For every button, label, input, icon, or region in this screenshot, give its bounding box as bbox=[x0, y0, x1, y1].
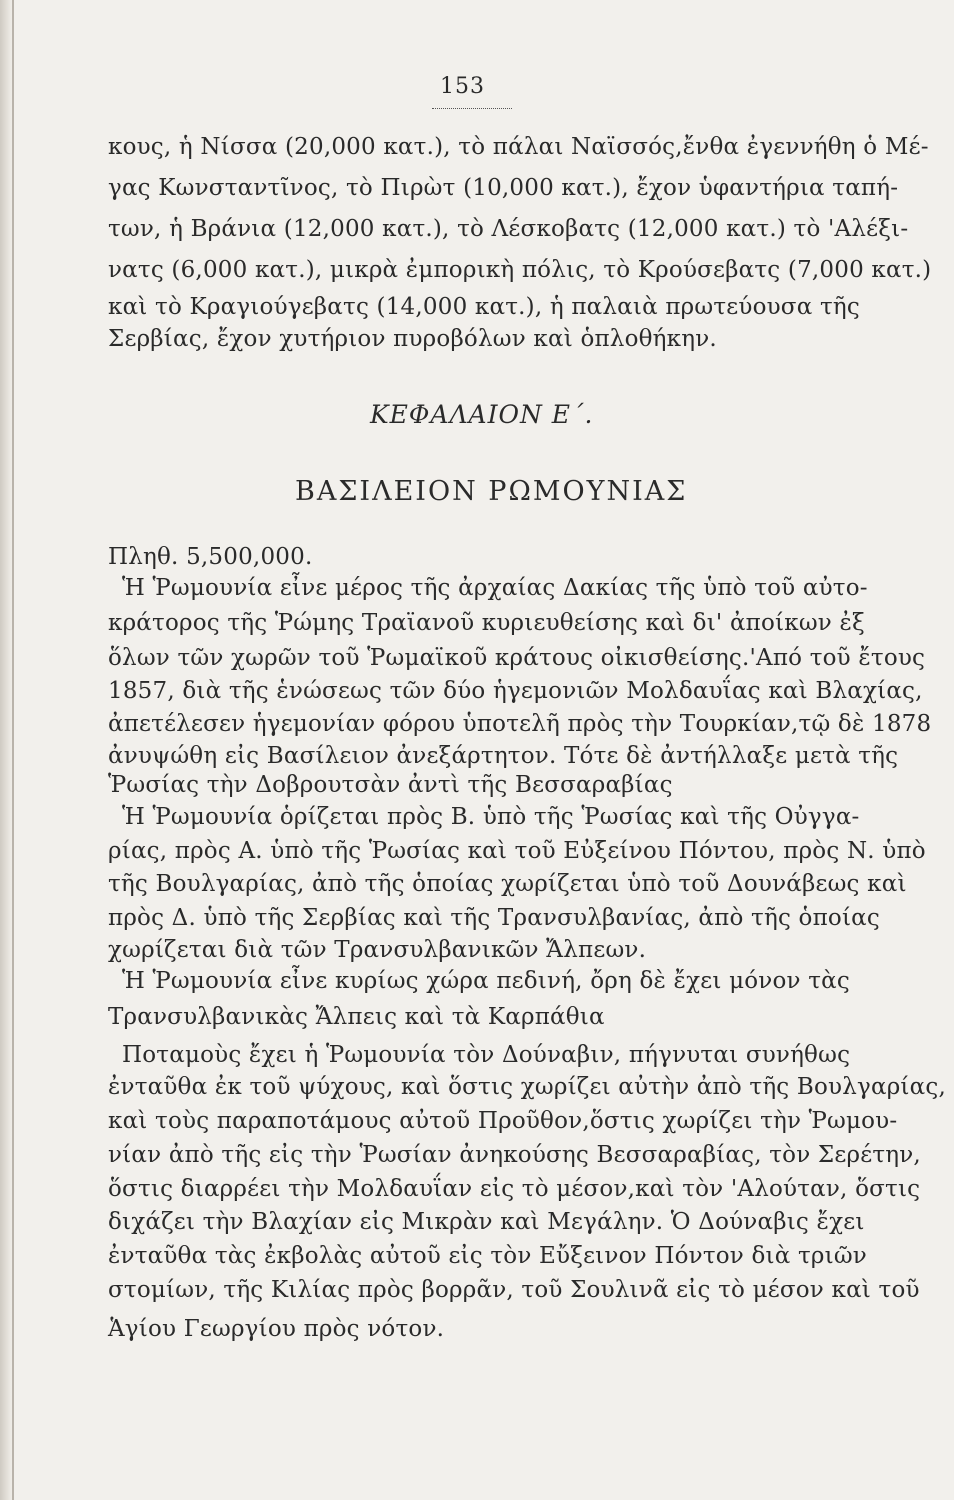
intro-line: καὶ τὸ Κραγιούγεβατς (14,000 κατ.), ἡ παλαιὰ πρωτεύουσα τῆς bbox=[108, 294, 860, 320]
body-line: Ἡ Ῥωμουνία ὁρίζεται πρὸς Β. ὑπὸ τῆς Ῥωσίας καὶ τῆς Οὐγγα- bbox=[122, 804, 860, 830]
body-line: στομίων, τῆς Κιλίας πρὸς βορρᾶν, τοῦ Σουλινᾶ εἰς τὸ μέσον καὶ τοῦ bbox=[108, 1277, 920, 1303]
body-line: ἀπετέλεσεν ἡγεμονίαν φόρου ὑποτελῆ πρὸς τὴν Τουρκίαν,τῷ δὲ 1878 bbox=[108, 711, 932, 737]
body-line: κράτορος τῆς Ῥώμης Τραϊανοῦ κυριευθείσης καὶ δι' ἀποίκων ἐξ bbox=[108, 610, 865, 636]
body-line: καὶ τοὺς παραποτάμους αὐτοῦ Προῦθον,ὅστις χωρίζει τὴν Ῥωμου- bbox=[108, 1108, 898, 1134]
intro-line: των, ἡ Βράνια (12,000 κατ.), τὸ Λέσκοβατς (12,000 κατ.) τὸ 'Αλέξι- bbox=[108, 216, 909, 242]
body-line: ἐνταῦθα τὰς ἐκβολὰς αὐτοῦ εἰς τὸν Εὔξεινον Πόντον διὰ τριῶν bbox=[108, 1243, 867, 1269]
intro-line: Σερβίας, ἔχον χυτήριον πυροβόλων καὶ ὁπλοθήκην. bbox=[108, 326, 717, 352]
body-line: ρίας, πρὸς Α. ὑπὸ τῆς Ῥωσίας καὶ τοῦ Εὐξείνου Πόντου, πρὸς Ν. ὑπὸ bbox=[108, 838, 926, 864]
chapter-title: ΚΕΦΑΛΑΙΟΝ Ε΄. bbox=[370, 400, 594, 429]
body-line: Τρανσυλβανικὰς Ἄλπεις καὶ τὰ Καρπάθια bbox=[108, 1004, 605, 1030]
body-line: Ῥωσίας τὴν Δοβρουτσὰν ἀντὶ τῆς Βεσσαραβίας bbox=[108, 772, 673, 798]
body-line: ὅλων τῶν χωρῶν τοῦ Ῥωμαϊκοῦ κράτους οἰκισθείσης.'Από τοῦ ἔτους bbox=[108, 645, 926, 671]
body-line: πρὸς Δ. ὑπὸ τῆς Σερβίας καὶ τῆς Τρανσυλβανίας, ἀπὸ τῆς ὁποίας bbox=[108, 905, 880, 931]
body-line: Ἡ Ῥωμουνία εἶνε κυρίως χώρα πεδινή, ὄρη δὲ ἔχει μόνον τὰς bbox=[122, 968, 850, 994]
body-line: τῆς Βουλγαρίας, ἀπὸ τῆς ὁποίας χωρίζεται ὑπὸ τοῦ Δουνάβεως καὶ bbox=[108, 871, 907, 897]
body-line: ἀνυψώθη εἰς Βασίλειον ἀνεξάρτητον. Τότε δὲ ἀντήλλαξε μετὰ τῆς bbox=[108, 743, 899, 769]
body-line: διχάζει τὴν Βλαχίαν εἰς Μικρὰν καὶ Μεγάλην. Ὁ Δούναβις ἔχει bbox=[108, 1209, 865, 1235]
binding-edge-line bbox=[12, 0, 14, 1500]
page-number-rule bbox=[432, 108, 512, 109]
population-line: Πληθ. 5,500,000. bbox=[108, 544, 313, 570]
intro-line: νατς (6,000 κατ.), μικρὰ ἐμπορικὴ πόλις, τὸ Κρούσεβατς (7,000 κατ.) bbox=[108, 257, 932, 283]
body-line: 1857, διὰ τῆς ἑνώσεως τῶν δύο ἡγεμονιῶν Μολδαυΐας καὶ Βλαχίας, bbox=[108, 678, 923, 704]
body-line: ἐνταῦθα ἐκ τοῦ ψύχους, καὶ ὅστις χωρίζει αὐτὴν ἀπὸ τῆς Βουλγαρίας, bbox=[108, 1074, 946, 1100]
page-number: 153 bbox=[440, 74, 485, 99]
body-line: ὅστις διαρρέει τὴν Μολδαυΐαν εἰς τὸ μέσον,καὶ τὸν 'Αλούταν, ὅστις bbox=[108, 1176, 921, 1202]
body-line: Ἡ Ῥωμουνία εἶνε μέρος τῆς ἀρχαίας Δακίας τῆς ὑπὸ τοῦ αὐτο- bbox=[122, 575, 868, 601]
intro-line: κους, ἡ Νίσσα (20,000 κατ.), τὸ πάλαι Ναϊσσός,ἔνθα ἐγεννήθη ὁ Μέ- bbox=[108, 134, 929, 160]
section-title: ΒΑΣΙΛΕΙΟΝ ΡΩΜΟΥΝΙΑΣ bbox=[295, 476, 688, 507]
intro-line: γας Κωνσταντῖνος, τὸ Πιρὼτ (10,000 κατ.), ἔχον ὑφαντήρια ταπή- bbox=[108, 175, 899, 201]
body-line: Ποταμοὺς ἔχει ἡ Ῥωμουνία τὸν Δούναβιν, πήγνυται συνήθως bbox=[122, 1042, 851, 1068]
body-line: χωρίζεται διὰ τῶν Τρανσυλβανικῶν Ἄλπεων. bbox=[108, 937, 647, 963]
body-line: Ἁγίου Γεωργίου πρὸς νότον. bbox=[108, 1316, 445, 1342]
body-line: νίαν ἀπὸ τῆς εἰς τὴν Ῥωσίαν ἀνηκούσης Βεσσαραβίας, τὸν Σερέτην, bbox=[108, 1142, 921, 1168]
